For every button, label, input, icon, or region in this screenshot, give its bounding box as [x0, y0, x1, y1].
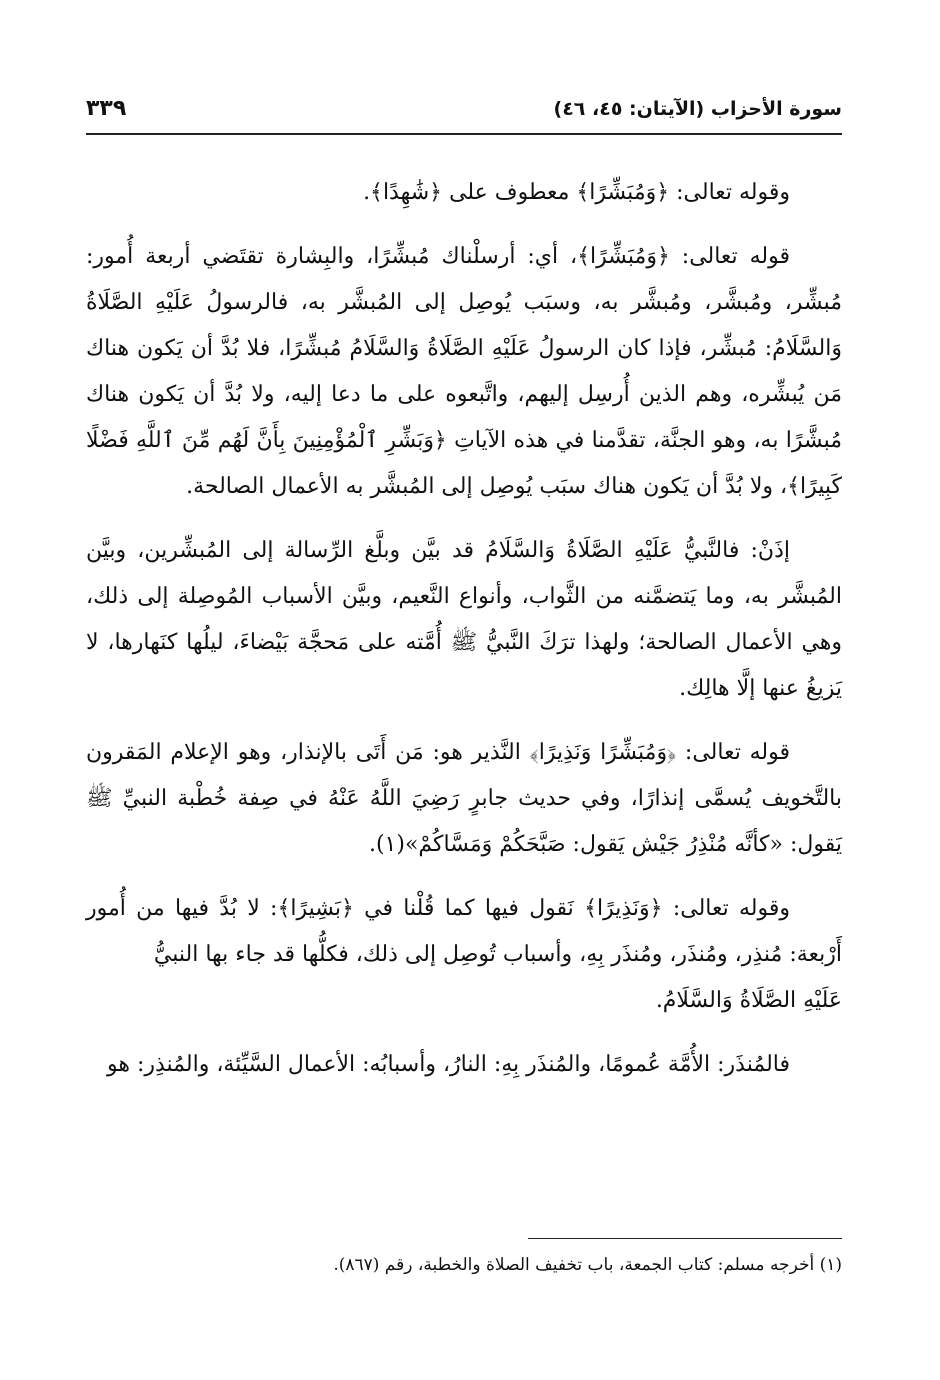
paragraph-5-honorific: عَلَيْهِ الصَّلَاةُ وَالسَّلَامُ. — [655, 988, 842, 1013]
paragraph-6: فالمُنذَر: الأُمَّة عُمومًا، والمُنذَر بِهِ: النارُ، وأسبابُه: الأعمال السَّيِّئة، والمُنذِر: هو — [106, 1052, 790, 1077]
header-divider — [86, 133, 842, 135]
footnote-divider — [528, 1238, 842, 1239]
paragraph-5: وقوله تعالى: ﴿وَنَذِيرًا﴾ نَقول فيها كما قُلْنا في ﴿بَشِيرًا﴾: لا بُدَّ فيها من أُمور أَرْبعة: مُنذِر، ومُنذَر، ومُنذَر بِهِ، وأسباب تُوصِل إلى ذلك، فكلُّها قد جاء بها النبيُّ — [86, 896, 842, 967]
paragraph-2: قوله تعالى: ﴿وَمُبَشِّرًا﴾، أي: أرسلْناك مُبشِّرًا، والبِشارة تقتَضي أربعة أُمور: مُبشِّر، ومُبشَّر، ومُبشَّر به، وسبَب يُوصِل إلى المُبشَّر به، فالرسولُ عَلَيْهِ الصَّلَاةُ وَالسَّلَامُ: مُبشِّر، فإذا كان الرسولُ عَلَيْهِ الصَّلَاةُ وَالسَّلَامُ مُبشِّرًا، فلا بُدَّ أن يَكون هناك مَن يُبشِّره، وهم الذين أُرسِل إليهم، واتَّبعوه على ما دعا إليه، ولا بُدَّ أن يَكون هناك مُبشَّرًا به، وهو الجنَّة، تقدَّمنا في هذه الآياتِ ﴿وَبَشِّرِ ٱلْمُؤْمِنِينَ بِأَنَّ لَهُم مِّنَ ٱللَّهِ فَضْلًا كَبِيرًا﴾، ولا بُدَّ أن يَكون هناك سبَب يُوصِل إلى المُبشَّر به الأعمال الصالحة. — [86, 244, 842, 499]
page-header — [86, 96, 842, 132]
paragraph-4: قوله تعالى: ﴿وَمُبَشِّرًا وَنَذِيرًا﴾ النَّذير هو: مَن أَتَى بالإنذار، وهو الإعلام المَقرون بالتَّخويف يُسمَّى إنذارًا، وفي حديث جابرٍ رَضِيَ اللَّهُ عَنْهُ في صِفة خُطْبة النبيِّ ﷺ يَقول: «كأنَّه مُنْذِرُ جَيْش يَقول: صَبَّحَكُمْ وَمَسَّاكُمْ»(١). — [86, 740, 842, 857]
paragraph-3: إذَنْ: فالنَّبيُّ عَلَيْهِ الصَّلَاةُ وَالسَّلَامُ قد بيَّن وبلَّغ الرِّسالة إلى المُبشِّرين، وبيَّن المُبشَّر به، وما يَتضمَّنه من الثَّواب، وأنواع النَّعيم، وبيَّن الأسباب المُوصِلة إلى ذلك، وهي الأعمال الصالحة؛ ولهذا ترَكَ النَّبيُّ ﷺ أُمَّته على مَحجَّة بَيْضاءَ، ليلُها كنَهارها، لا يَزيغُ عنها إلَّا هالِك. — [86, 538, 843, 701]
page-number: ٣٣٩ — [86, 96, 127, 121]
footnote: (١) أخرجه مسلم: كتاب الجمعة، باب تخفيف الصلاة والخطبة، رقم (٨٦٧). — [333, 1255, 842, 1275]
paragraph-1: وقوله تعالى: ﴿وَمُبَشِّرًا﴾ معطوف على ﴿شَٰهِدًا﴾. — [363, 180, 790, 205]
main-text — [86, 170, 842, 1106]
running-title: سورة الأحزاب (الآيتان: ٤٥، ٤٦) — [553, 98, 842, 120]
